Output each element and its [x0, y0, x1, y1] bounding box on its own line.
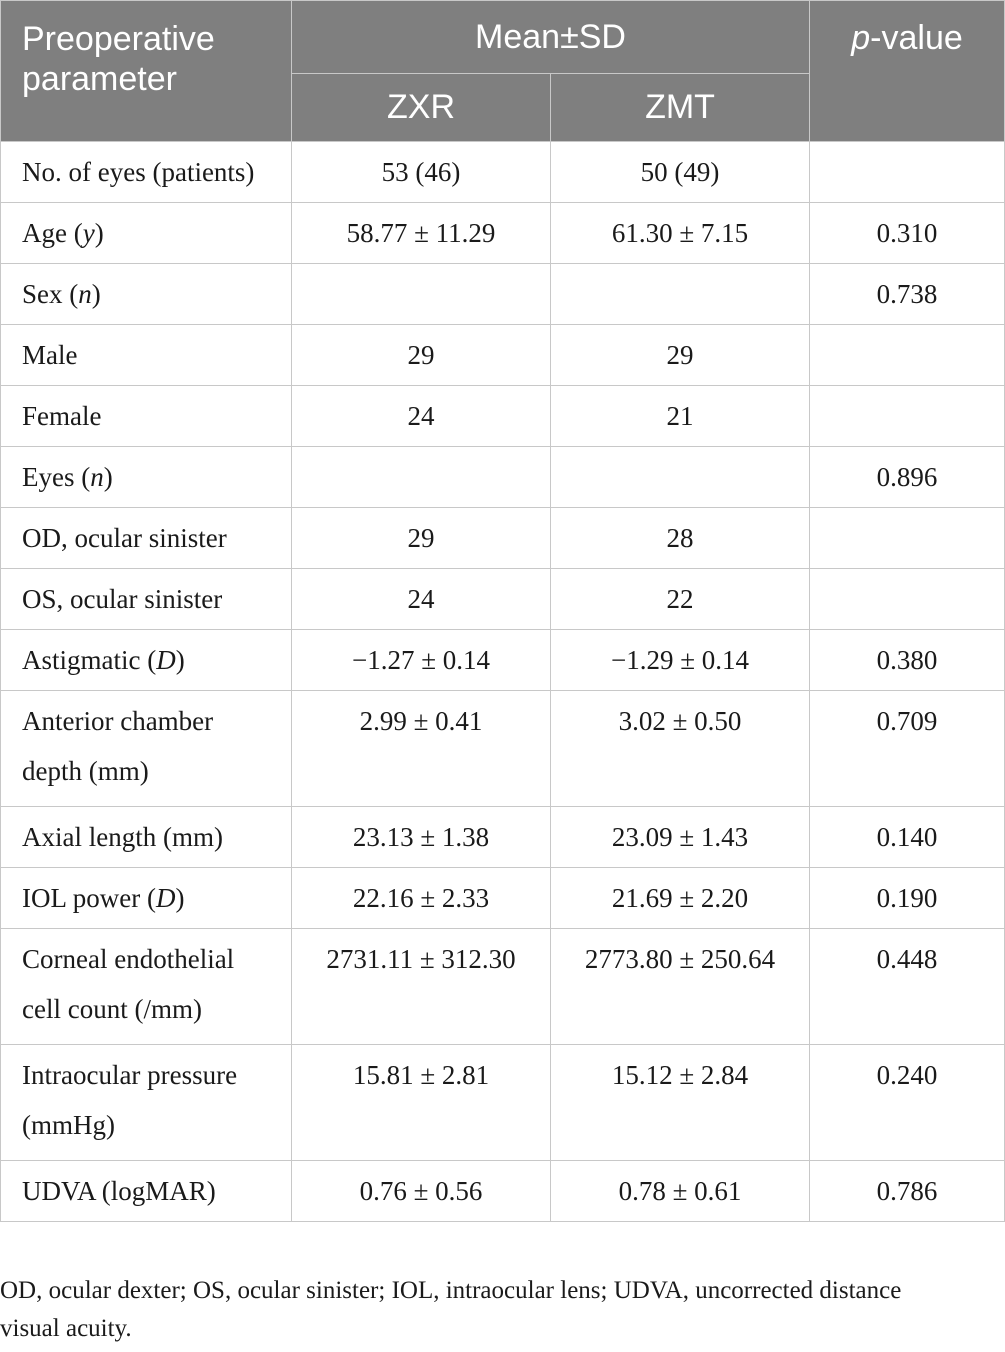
cell-zmt-value: 21: [551, 386, 810, 447]
cell-zmt-value: 50 (49): [551, 142, 810, 203]
row-label: Age (y): [1, 203, 292, 264]
cell-p-value: 0.190: [810, 868, 1005, 929]
header-preoperative-parameter: Preoperative parameter: [1, 1, 292, 142]
header-group-zxr: ZXR: [292, 74, 551, 142]
cell-p-value: [810, 142, 1005, 203]
row-label: OD, ocular sinister: [1, 508, 292, 569]
row-label: Corneal endothelial cell count (/mm): [1, 929, 292, 1045]
table-row: [1, 868, 1005, 929]
cell-p-value: 0.140: [810, 807, 1005, 868]
table-row: [1, 1045, 1005, 1161]
row-label: Astigmatic (D): [1, 630, 292, 691]
cell-zxr-value: 29: [292, 325, 551, 386]
cell-zmt-value: 28: [551, 508, 810, 569]
cell-p-value: 0.310: [810, 203, 1005, 264]
cell-p-value: 0.448: [810, 929, 1005, 1045]
cell-zxr-value: 58.77 ± 11.29: [292, 203, 551, 264]
header-p-value: p-value: [810, 1, 1005, 142]
cell-p-value: 0.896: [810, 447, 1005, 508]
cell-zxr-value: 15.81 ± 2.81: [292, 1045, 551, 1161]
table-row: [1, 203, 1005, 264]
cell-p-value: [810, 325, 1005, 386]
row-label: Axial length (mm): [1, 807, 292, 868]
cell-zxr-value: 2731.11 ± 312.30: [292, 929, 551, 1045]
cell-p-value: 0.240: [810, 1045, 1005, 1161]
cell-zmt-value: 61.30 ± 7.15: [551, 203, 810, 264]
header-group-zmt: ZMT: [551, 74, 810, 142]
table-row: [1, 807, 1005, 868]
table-body: [1, 142, 1005, 1222]
cell-p-value: 0.380: [810, 630, 1005, 691]
table-row: [1, 264, 1005, 325]
cell-zxr-value: −1.27 ± 0.14: [292, 630, 551, 691]
table-row: [1, 386, 1005, 447]
cell-zxr-value: 29: [292, 508, 551, 569]
cell-zmt-value: 2773.80 ± 250.64: [551, 929, 810, 1045]
table-footnote: OD, ocular dexter; OS, ocular sinister; IOL, intraocular lens; UDVA, uncorrected distance visual acuity.: [0, 1277, 902, 1342]
cell-zmt-value: 21.69 ± 2.20: [551, 868, 810, 929]
cell-zmt-value: 0.78 ± 0.61: [551, 1161, 810, 1222]
cell-p-value: 0.786: [810, 1161, 1005, 1222]
cell-zxr-value: 22.16 ± 2.33: [292, 868, 551, 929]
row-label: OS, ocular sinister: [1, 569, 292, 630]
table-row: [1, 142, 1005, 203]
table-row: [1, 691, 1005, 807]
cell-zmt-value: 22: [551, 569, 810, 630]
cell-zmt-value: 3.02 ± 0.50: [551, 691, 810, 807]
row-label: UDVA (logMAR): [1, 1161, 292, 1222]
row-label: Eyes (n): [1, 447, 292, 508]
table-row: [1, 630, 1005, 691]
table-row: [1, 325, 1005, 386]
cell-p-value: [810, 569, 1005, 630]
cell-p-value: 0.738: [810, 264, 1005, 325]
cell-zxr-value: 0.76 ± 0.56: [292, 1161, 551, 1222]
table-header: [1, 1, 1005, 142]
cell-zmt-value: [551, 264, 810, 325]
row-label: No. of eyes (patients): [1, 142, 292, 203]
table-row: [1, 447, 1005, 508]
table-row: [1, 508, 1005, 569]
row-label: IOL power (D): [1, 868, 292, 929]
row-label: Male: [1, 325, 292, 386]
table-row: [1, 569, 1005, 630]
cell-zxr-value: 24: [292, 569, 551, 630]
table-row: [1, 1161, 1005, 1222]
cell-zxr-value: 23.13 ± 1.38: [292, 807, 551, 868]
cell-zmt-value: −1.29 ± 0.14: [551, 630, 810, 691]
cell-zxr-value: 2.99 ± 0.41: [292, 691, 551, 807]
row-label: Sex (n): [1, 264, 292, 325]
cell-zxr-value: [292, 264, 551, 325]
cell-zxr-value: 24: [292, 386, 551, 447]
cell-p-value: 0.709: [810, 691, 1005, 807]
cell-zmt-value: 15.12 ± 2.84: [551, 1045, 810, 1161]
header-mean-sd: Mean±SD: [292, 1, 810, 74]
row-label: Anterior chamber depth (mm): [1, 691, 292, 807]
cell-zmt-value: 29: [551, 325, 810, 386]
cell-zxr-value: [292, 447, 551, 508]
cell-zxr-value: 53 (46): [292, 142, 551, 203]
table-row: [1, 929, 1005, 1045]
header-row-top: [1, 1, 1005, 74]
cell-zmt-value: 23.09 ± 1.43: [551, 807, 810, 868]
row-label: Female: [1, 386, 292, 447]
cell-p-value: [810, 508, 1005, 569]
row-label: Intraocular pressure (mmHg): [1, 1045, 292, 1161]
cell-p-value: [810, 386, 1005, 447]
cell-zmt-value: [551, 447, 810, 508]
